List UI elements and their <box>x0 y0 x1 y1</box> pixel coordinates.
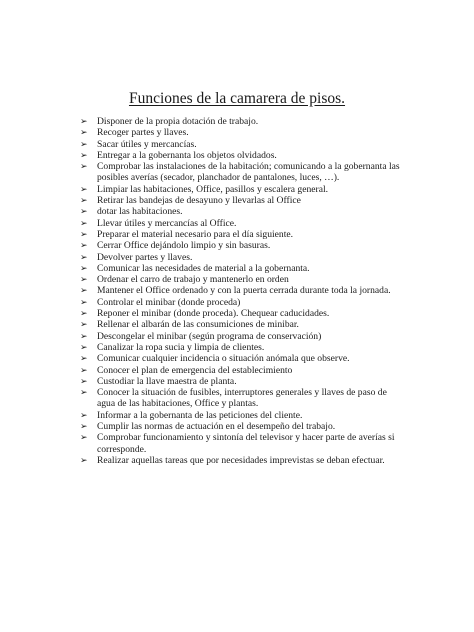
list-item-text: Disponer de la propia dotación de trabajo. <box>97 116 259 127</box>
list-item-text: Cumplir las normas de actuación en el desempeño del trabajo. <box>97 421 336 433</box>
list-item-text: Realizar aquellas tareas que por necesidades imprevistas se deban efectuar. <box>97 454 385 466</box>
list-item-text: Llevar útiles y mercancías al Office. <box>97 217 237 229</box>
arrow-bullet-icon: ➢ <box>80 161 88 172</box>
list-item-text: Canalizar la ropa sucia y limpia de clientes. <box>97 341 265 353</box>
arrow-bullet-icon: ➢ <box>80 285 88 296</box>
list-item-text: Informar a la gobernanta de las peticiones del cliente. <box>97 409 303 421</box>
arrow-bullet-icon: ➢ <box>80 387 88 398</box>
list-item <box>80 387 400 410</box>
arrow-bullet-icon: ➢ <box>80 308 88 319</box>
arrow-bullet-icon: ➢ <box>80 274 88 285</box>
list-item <box>80 218 400 229</box>
arrow-bullet-icon: ➢ <box>80 138 88 149</box>
list-item <box>80 297 400 308</box>
document-title: Funciones de la camarera de pisos. <box>128 90 346 107</box>
list-item-text: Comunicar las necesidades de material a la gobernanta. <box>97 262 310 274</box>
list-item-text: dotar las habitaciones. <box>97 206 183 218</box>
list-item <box>80 319 400 330</box>
list-item <box>80 353 400 364</box>
list-item-text: Preparar el material necesario para el día siguiente. <box>97 228 294 240</box>
list-item-text: Controlar el minibar (donde proceda) <box>97 296 241 308</box>
arrow-bullet-icon: ➢ <box>80 319 88 330</box>
arrow-bullet-icon: ➢ <box>80 409 88 420</box>
list-item <box>80 184 400 195</box>
list-item-text: Ordenar el carro de trabajo y mantenerlo en orden <box>97 274 289 286</box>
arrow-bullet-icon: ➢ <box>80 149 88 160</box>
list-item-text: Rellenar el albarán de las consumiciones de minibar. <box>97 319 299 331</box>
arrow-bullet-icon: ➢ <box>80 127 88 138</box>
arrow-bullet-icon: ➢ <box>80 353 88 364</box>
arrow-bullet-icon: ➢ <box>80 195 88 206</box>
list-item <box>80 331 400 342</box>
list-item-text: Retirar las bandejas de desayuno y llevarlas al Office <box>97 195 301 207</box>
list-item-text: Entregar a la gobernanta los objetos olvidados. <box>97 149 277 161</box>
list-item-text: Custodiar la llave maestra de planta. <box>97 375 237 387</box>
list-item-text: Comprobar funcionamiento y sintonía del televisor y hacer parte de averías si corresponde. <box>97 432 395 455</box>
list-item <box>80 127 400 138</box>
arrow-bullet-icon: ➢ <box>80 375 88 386</box>
list-item <box>80 455 400 466</box>
arrow-bullet-icon: ➢ <box>80 432 88 443</box>
list-item-text: Comprobar las instalaciones de la habitación; comunicando a la gobernanta las posibles averías (secador, planchador de pantalones, luces, …). <box>97 161 400 184</box>
list-item-text: Recoger partes y llaves. <box>97 127 189 139</box>
arrow-bullet-icon: ➢ <box>80 217 88 228</box>
arrow-bullet-icon: ➢ <box>80 421 88 432</box>
arrow-bullet-icon: ➢ <box>80 116 88 126</box>
arrow-bullet-icon: ➢ <box>80 206 88 217</box>
list-item <box>80 432 400 455</box>
arrow-bullet-icon: ➢ <box>80 228 88 239</box>
list-item <box>80 274 400 285</box>
list-item-text: Mantener el Office ordenado y con la puerta cerrada durante toda la jornada. <box>97 285 391 297</box>
arrow-bullet-icon: ➢ <box>80 183 88 194</box>
list-item <box>80 365 400 376</box>
list-item <box>80 139 400 150</box>
list-item <box>80 116 400 127</box>
list-item-text: Descongelar el minibar (según programa de conservación) <box>97 330 322 342</box>
list-item-text: Sacar útiles y mercancías. <box>97 138 197 150</box>
arrow-bullet-icon: ➢ <box>80 240 88 251</box>
list-item <box>80 285 400 296</box>
list-item-text: Conocer la situación de fusibles, interruptores generales y llaves de paso de agua de las habitaciones, Office y plantas. <box>97 387 387 410</box>
list-item-text: Devolver partes y llaves. <box>97 251 193 263</box>
task-list <box>80 116 400 466</box>
list-item <box>80 229 400 240</box>
list-item-text: Cerrar Office dejándolo limpio y sin basuras. <box>97 240 271 252</box>
list-item <box>80 421 400 432</box>
arrow-bullet-icon: ➢ <box>80 364 88 375</box>
list-item <box>80 195 400 206</box>
list-item <box>80 342 400 353</box>
list-item <box>80 308 400 319</box>
list-item-text: Reponer el minibar (donde proceda). Chequear caducidades. <box>97 308 330 320</box>
list-item <box>80 150 400 161</box>
list-item-text: Limpiar las habitaciones, Office, pasillos y escalera general. <box>97 183 329 195</box>
list-item <box>80 206 400 217</box>
arrow-bullet-icon: ➢ <box>80 341 88 352</box>
list-item-text: Comunicar cualquier incidencia o situación anómala que observe. <box>97 353 350 365</box>
list-item-text: Conocer el plan de emergencia del establecimiento <box>97 364 293 376</box>
arrow-bullet-icon: ➢ <box>80 296 88 307</box>
arrow-bullet-icon: ➢ <box>80 251 88 262</box>
list-item <box>80 252 400 263</box>
arrow-bullet-icon: ➢ <box>80 454 88 465</box>
list-item <box>80 410 400 421</box>
arrow-bullet-icon: ➢ <box>80 262 88 273</box>
list-item <box>80 161 400 184</box>
list-item <box>80 376 400 387</box>
list-item <box>80 263 400 274</box>
arrow-bullet-icon: ➢ <box>80 330 88 341</box>
list-item <box>80 240 400 251</box>
